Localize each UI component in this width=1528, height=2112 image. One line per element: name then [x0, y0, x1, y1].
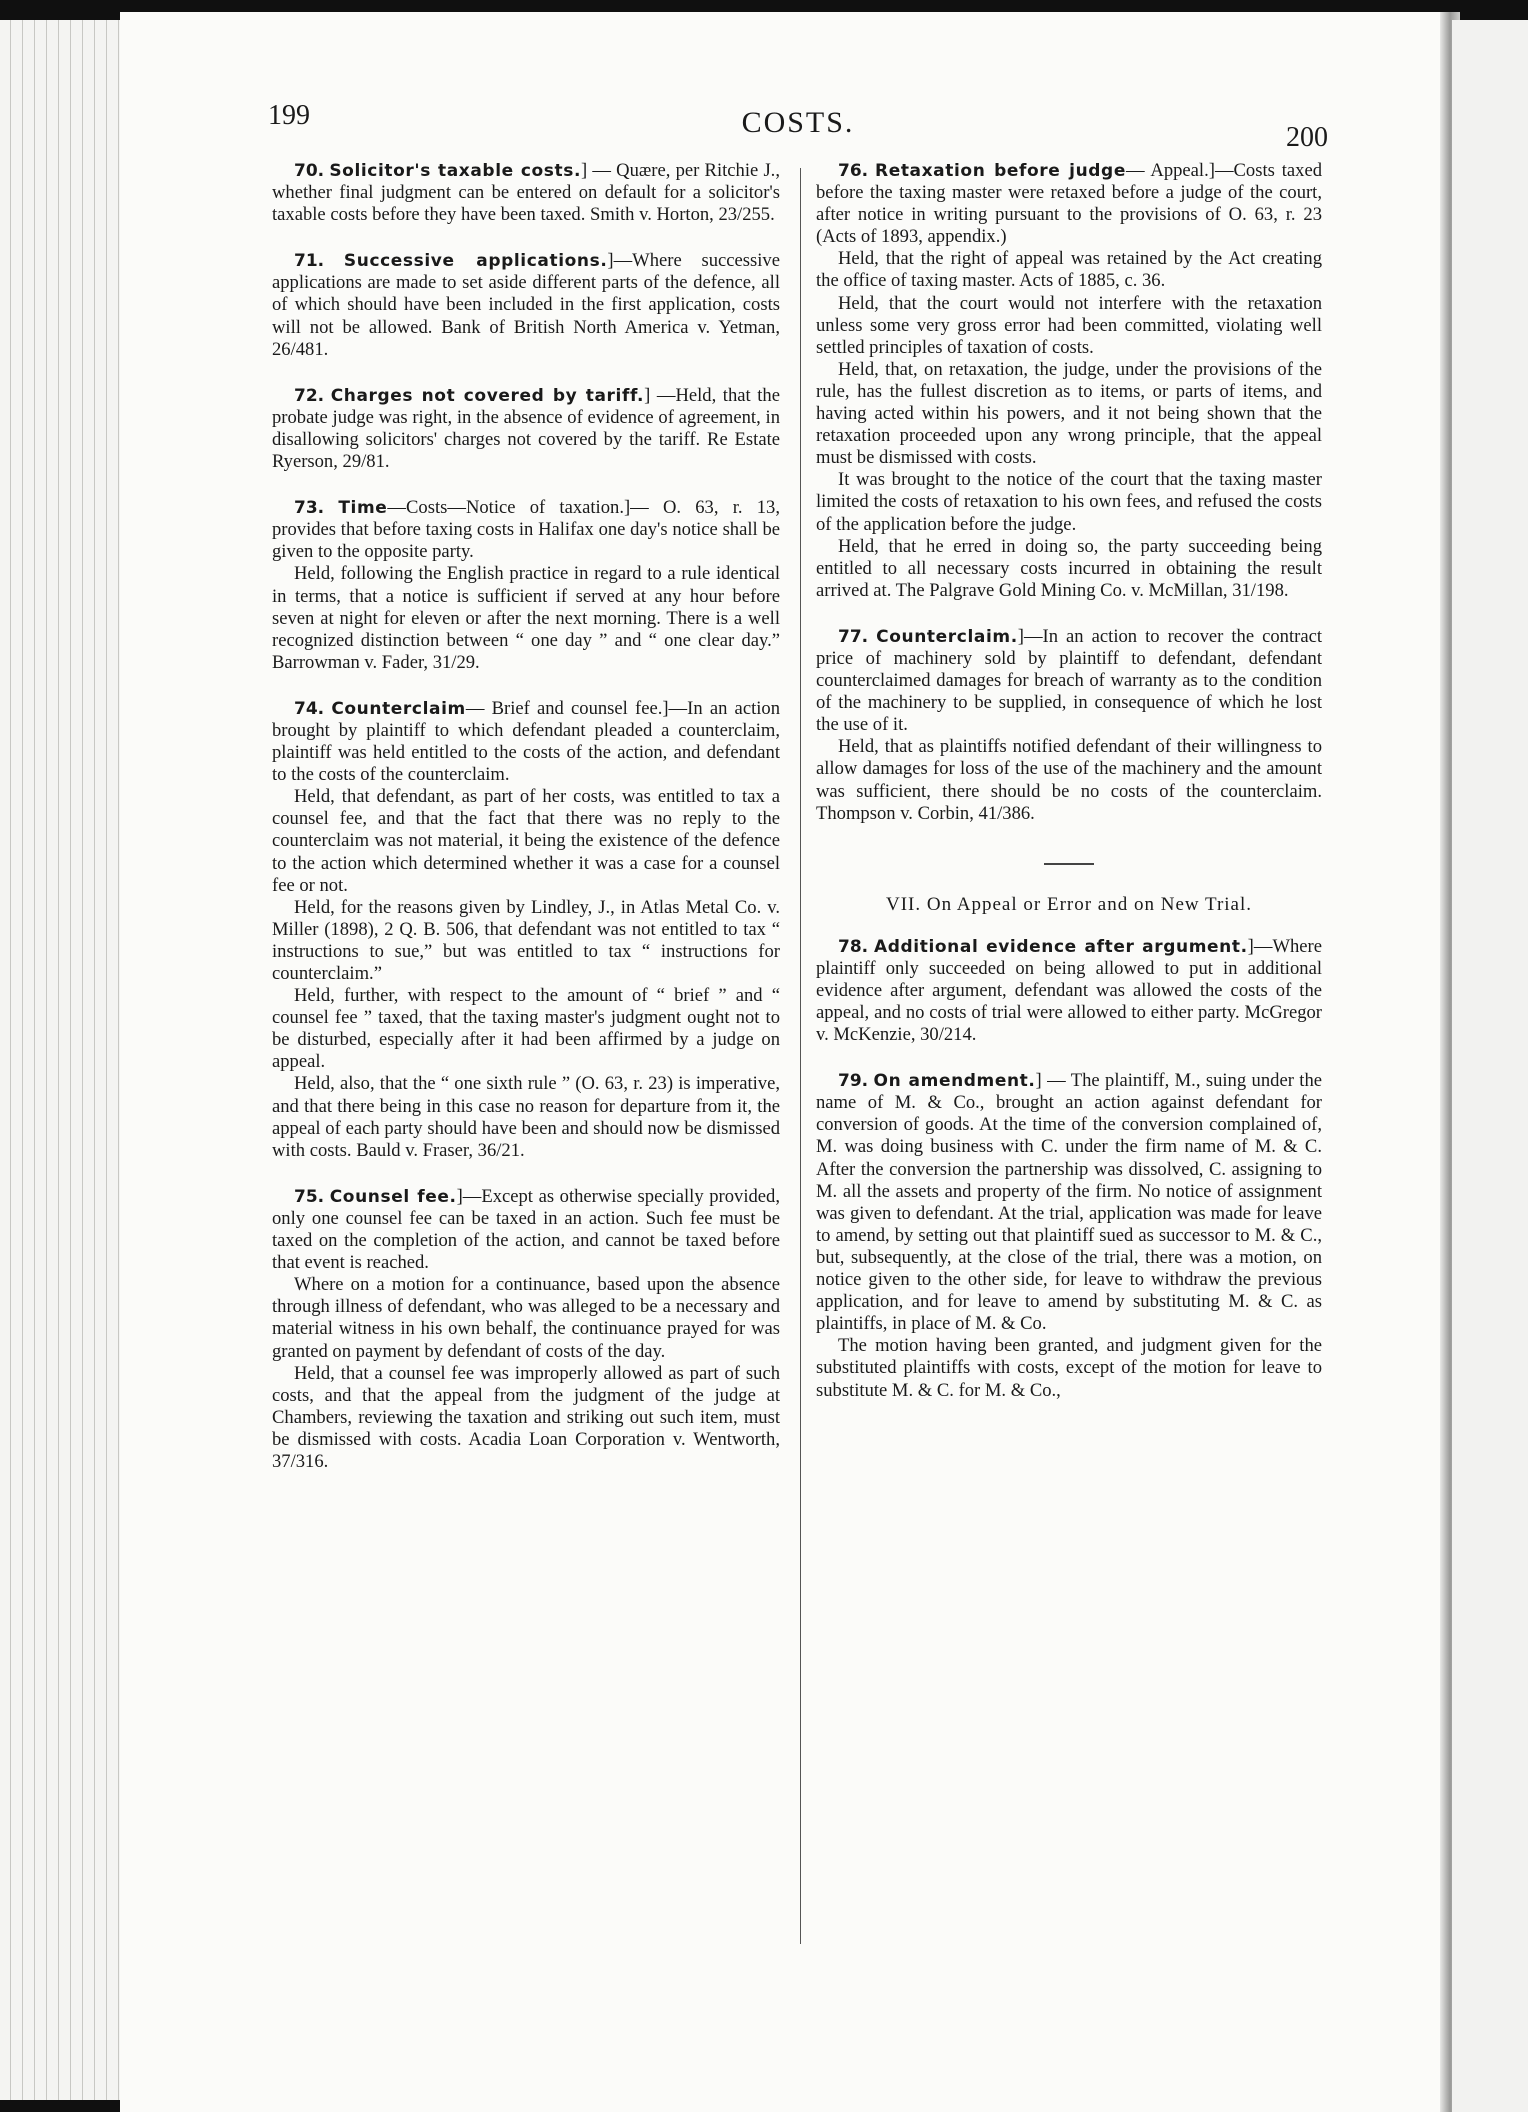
entry-number: 79. [838, 1071, 869, 1092]
entry-title: Time [338, 498, 388, 519]
entry-paragraph [272, 250, 780, 360]
entry-paragraph [816, 160, 1322, 248]
entry-text: ]—Where successive applications are made to set aside different parts of the defence, all of which should have been included in the first application, costs will not be allowed. Bank of British North America v. Yetman, 26/481. [272, 250, 780, 360]
entry-number: 71. [294, 251, 325, 272]
entry-75 [272, 1186, 780, 1473]
column-divider [800, 168, 801, 1944]
left-page-number: 199 [268, 100, 310, 131]
entry-paragraph [816, 936, 1322, 1046]
entry-title: Additional evidence after argument. [874, 936, 1248, 957]
entry-paragraph [816, 1070, 1322, 1335]
entry-text: — Appeal.]—Costs taxed before the taxing master were retaxed before a judge of the court, after notice in writing pursuant to the provisions of O. 63, r. 23 (Acts of 1893, appendix.) [816, 160, 1323, 248]
right-column [816, 160, 1322, 1426]
entry-71 [272, 250, 780, 360]
entry-72 [272, 385, 780, 473]
entry-number: 75. [294, 1186, 325, 1207]
entry-number: 74. [294, 698, 325, 719]
entry-paragraph: Held, following the English practice in regard to a rule identical in terms, that a notice is sufficient if served at any hour before seven at night for eleven or after the next morning. There is a well recognized distinction between “ one day ” and “ one clear day.” Barrowman v. Fader, 31/29. [272, 563, 780, 673]
entry-number: 77. [838, 626, 869, 647]
entry-paragraph: Held, that, on retaxation, the judge, under the provisions of the rule, has the fullest discretion as to items, or parts of items, and having acted within his powers, and it not being shown that the retaxation proceeded upon any wrong principle, that the appeal must be dismissed with costs. [816, 358, 1322, 469]
entry-paragraph: It was brought to the notice of the court that the taxing master limited the costs of retaxation to his own fees, and refused the costs of the application before the judge. [816, 469, 1322, 535]
entry-paragraph: Held, also, that the “ one sixth rule ” (O. 63, r. 23) is imperative, and that there being in this case no reason for departure from it, the appeal of each party should have been and should now be dismissed with costs. Bauld v. Fraser, 36/21. [272, 1073, 780, 1161]
right-page-number: 200 [1286, 122, 1328, 153]
entry-number: 73. [294, 498, 325, 519]
entry-paragraph: Where on a motion for a continuance, based upon the absence through illness of defendant, who was alleged to be a necessary and material witness in his own behalf, the continuance prayed for was granted on payment by defendant of costs of the day. [272, 1274, 780, 1362]
entry-paragraph: Held, that defendant, as part of her costs, was entitled to tax a counsel fee, and that the fact that there was no reply to the counterclaim was not material, it being the existence of the defence to the action which determined whether it was a case for a counsel fee or not. [272, 786, 780, 896]
entry-text: — Brief and counsel fee.]—In an action brought by plaintiff to which defendant pleaded a counterclaim, plaintiff was held entitled to the costs of the action, and defendant to the costs of the counterclaim. [272, 697, 780, 786]
entry-title: Counsel fee. [329, 1186, 457, 1207]
entry-76 [816, 160, 1322, 602]
entry-title: Charges not covered by tariff. [330, 385, 645, 406]
entry-paragraph: Held, that the right of appeal was retained by the Act creating the office of taxing master. Acts of 1885, c. 36. [816, 248, 1322, 292]
entry-number: 76. [838, 161, 869, 181]
entry-title: Counterclaim. [876, 626, 1018, 647]
entry-paragraph [272, 1186, 780, 1274]
entry-paragraph [272, 698, 780, 786]
entry-number: 70. [294, 161, 325, 181]
section-rule [1044, 863, 1094, 865]
running-title: COSTS. [741, 106, 855, 139]
entry-73 [272, 497, 780, 674]
entry-number: 72. [294, 385, 325, 406]
entry-paragraph: Held, that the court would not interfere with the retaxation unless some very gross error had been committed, violating well settled principles of taxation of costs. [816, 292, 1322, 358]
entry-paragraph: The motion having been granted, and judgment given for the substituted plaintiffs with costs, except of the motion for leave to substitute M. & C. for M. & Co., [816, 1335, 1322, 1401]
entry-title: Retaxation before judge [875, 161, 1126, 181]
page-header [268, 100, 1328, 153]
facing-page-fragment [1452, 20, 1528, 2112]
entry-text: ]—Except as otherwise specially provided, only one counsel fee can be taxed in an action. Such fee must be taxed on the completion of the action, and cannot be taxed before that event is reached. [272, 1185, 780, 1274]
entry-paragraph: Held, that a counsel fee was improperly allowed as part of such costs, and that the appeal from the judgment of the judge at Chambers, reviewing the taxation and striking out such item, must be dismissed with costs. Acadia Loan Corporation v. Wentworth, 37/316. [272, 1362, 780, 1472]
entry-text: ] —Held, that the probate judge was right, in the absence of evidence of agreement, in disallowing solicitors' charges not covered by the tariff. Re Estate Ryerson, 29/81. [272, 384, 780, 473]
entry-74 [272, 698, 780, 1162]
entry-title: Solicitor's taxable costs. [329, 161, 581, 181]
right-column-upper [816, 160, 1322, 825]
entry-paragraph: Held, that as plaintiffs notified defendant of their willingness to allow damages for loss of the use of the machinery and the amount was sufficient, there should be no costs of the counterclaim. Thompson v. Corbin, 41/386. [816, 736, 1322, 824]
entry-70 [272, 160, 780, 226]
entry-text: ] — The plaintiff, M., suing under the name of M. & Co., brought an action against defendant for conversion of goods. At the time of the conversion complained of, M. was doing business with C. under the firm name of M. & C. After the conversion the partnership was dissolved, C. assigning to M. all the assets and property of the firm. No notice of assignment was given to defendant. At the trial, application was made for leave to amend, by setting out that plaintiff sued as successor to M. & C., but, subsequently, at the close of the trial, there was a motion, on notice given to the other side, for leave to withdraw the previous application, and for leave to amend by substituting M. & C. as plaintiffs, in place of M. & Co. [816, 1070, 1322, 1335]
entry-paragraph [272, 497, 780, 563]
entry-paragraph: Held, for the reasons given by Lindley, J., in Atlas Metal Co. v. Miller (1898), 2 Q. B. 506, that defendant was not entitled to tax “ instructions to sue,” but was entitled to tax “ instructions for counterclaim.” [272, 896, 780, 984]
entry-paragraph: Held, further, with respect to the amount of “ brief ” and “ counsel fee ” taxed, that the taxing master's judgment ought not to be disturbed, especially after it had been affirmed by a judge on appeal. [272, 985, 780, 1073]
entry-paragraph: Held, that he erred in doing so, the party succeeding being entitled to all necessary costs incurred in obtaining the result arrived at. The Palgrave Gold Mining Co. v. McMillan, 31/198. [816, 535, 1322, 601]
book-page-edges [0, 20, 140, 2100]
entry-paragraph [816, 626, 1322, 736]
entry-title: Counterclaim [331, 698, 466, 719]
right-column-lower [816, 936, 1322, 1402]
entry-paragraph [272, 160, 780, 226]
entry-number: 78. [838, 936, 869, 957]
entry-paragraph [272, 385, 780, 473]
entry-79 [816, 1070, 1322, 1401]
entry-title: On amendment. [873, 1071, 1036, 1092]
entry-77 [816, 626, 1322, 825]
entry-text: ]—In an action to recover the contract price of machinery sold by plaintiff to defendant, defendant counterclaimed damages for breach of warranty as to the condition of the machinery to be supplied, in consequence of which he lost the use of it. [816, 625, 1323, 736]
entry-text: —Costs—Notice of taxation.]— O. 63, r. 13, provides that before taxing costs in Halifax one day's notice shall be given to the opposite party. [272, 497, 780, 563]
entry-78 [816, 936, 1322, 1046]
entry-text: ] — Quære, per Ritchie J., whether final judgment can be entered on default for a solicitor's taxable costs before they have been taxed. Smith v. Horton, 23/255. [272, 160, 780, 226]
entry-text: ]—Where plaintiff only succeeded on being allowed to put in additional evidence after argument, defendant was allowed the costs of the appeal, and no costs of trial were allowed to either party. McGregor v. McKenzie, 30/214. [816, 935, 1322, 1046]
left-column [272, 160, 780, 1497]
entry-title: Successive applications. [343, 251, 608, 272]
section-heading: VII. On Appeal or Error and on New Trial. [885, 893, 1253, 915]
